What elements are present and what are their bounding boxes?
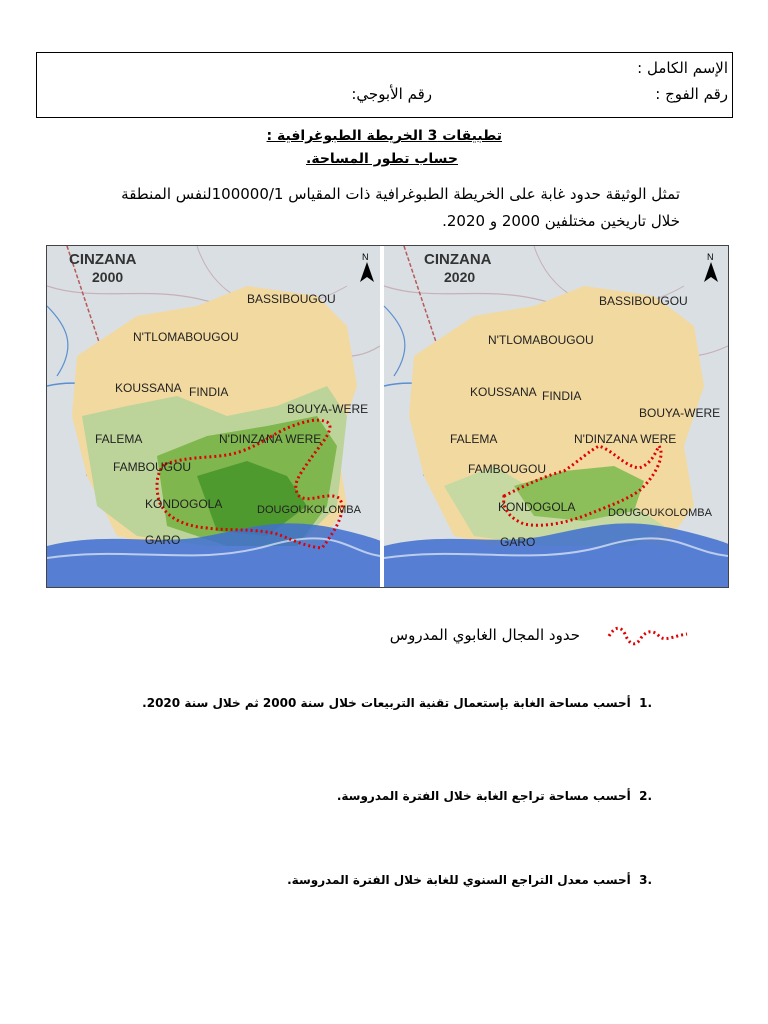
- question-number: .2: [639, 789, 652, 803]
- place-label: KOUSSANA: [115, 381, 182, 395]
- map-2020: [384, 246, 728, 587]
- question-number: .3: [639, 873, 652, 887]
- place-label: KONDOGOLA: [498, 500, 576, 514]
- place-label: FAMBOUGOU: [113, 460, 192, 474]
- student-info-box: [36, 52, 733, 118]
- map-2000-year: 2000: [92, 269, 124, 285]
- place-label: KOUSSANA: [470, 385, 537, 399]
- map-2000: [47, 246, 386, 587]
- north-label: N: [707, 252, 714, 262]
- forest-boundary-legend-icon: [607, 622, 689, 652]
- place-label: N'DINZANA WERE: [219, 432, 322, 446]
- question-text: أحسب مساحة تراجع الغابة خلال الفترة المدروسة.: [336, 789, 631, 803]
- abouji-number-label: رقم الأبوجي:: [351, 85, 432, 103]
- place-label: FINDIA: [542, 389, 582, 403]
- question-3: [287, 873, 652, 887]
- question-2: [337, 789, 652, 803]
- question-text: أحسب معدل التراجع السنوي للغابة خلال الفترة المدروسة.: [287, 873, 631, 887]
- place-label: GARO: [500, 535, 536, 549]
- place-label: BOUYA-WERE: [639, 406, 721, 420]
- place-label: FINDIA: [189, 385, 229, 399]
- full-name-label: الإسم الكامل :: [637, 59, 728, 77]
- place-label: GARO: [145, 533, 181, 547]
- place-label: FALEMA: [95, 432, 143, 446]
- map-2020-year: 2020: [444, 269, 476, 285]
- place-label: N'TLOMABOUGOU: [133, 330, 239, 344]
- place-label: N'TLOMABOUGOU: [488, 333, 594, 347]
- intro-line-1: تمثل الوثيقة حدود غابة على الخريطة الطبوغرافية ذات المقياس 100000/1لنفس المنطقة: [121, 185, 680, 203]
- place-label: FALEMA: [450, 432, 498, 446]
- map-2000-title: CINZANA: [69, 251, 137, 268]
- page-subtitle: حساب تطور المساحة.: [306, 151, 458, 167]
- map-2020-title: CINZANA: [424, 251, 492, 268]
- legend-label: حدود المجال الغابوي المدروس: [389, 626, 580, 644]
- question-1: [142, 696, 652, 710]
- place-label: BOUYA-WERE: [287, 402, 369, 416]
- place-label: DOUGOUKOLOMBA: [608, 507, 712, 519]
- place-label: BASSIBOUGOU: [247, 292, 336, 306]
- north-label: N: [362, 252, 369, 262]
- maps-figure: [46, 245, 729, 588]
- place-label: N'DINZANA WERE: [574, 432, 677, 446]
- question-number: .1: [639, 696, 652, 710]
- page-title: تطبيقات 3 الخريطة الطبوغرافية :: [266, 128, 502, 144]
- intro-line-2: خلال تاريخين مختلفين 2000 و 2020.: [442, 212, 680, 230]
- maps-svg: [47, 246, 728, 587]
- place-label: KONDOGOLA: [145, 497, 223, 511]
- place-label: DOUGOUKOLOMBA: [257, 504, 361, 516]
- group-number-label: رقم الفوج :: [655, 85, 728, 103]
- place-label: FAMBOUGOU: [468, 462, 547, 476]
- question-text: أحسب مساحة الغابة بإستعمال تقنية التربيعات خلال سنة 2000 ثم خلال سنة 2020.: [142, 696, 631, 710]
- place-label: BASSIBOUGOU: [599, 294, 688, 308]
